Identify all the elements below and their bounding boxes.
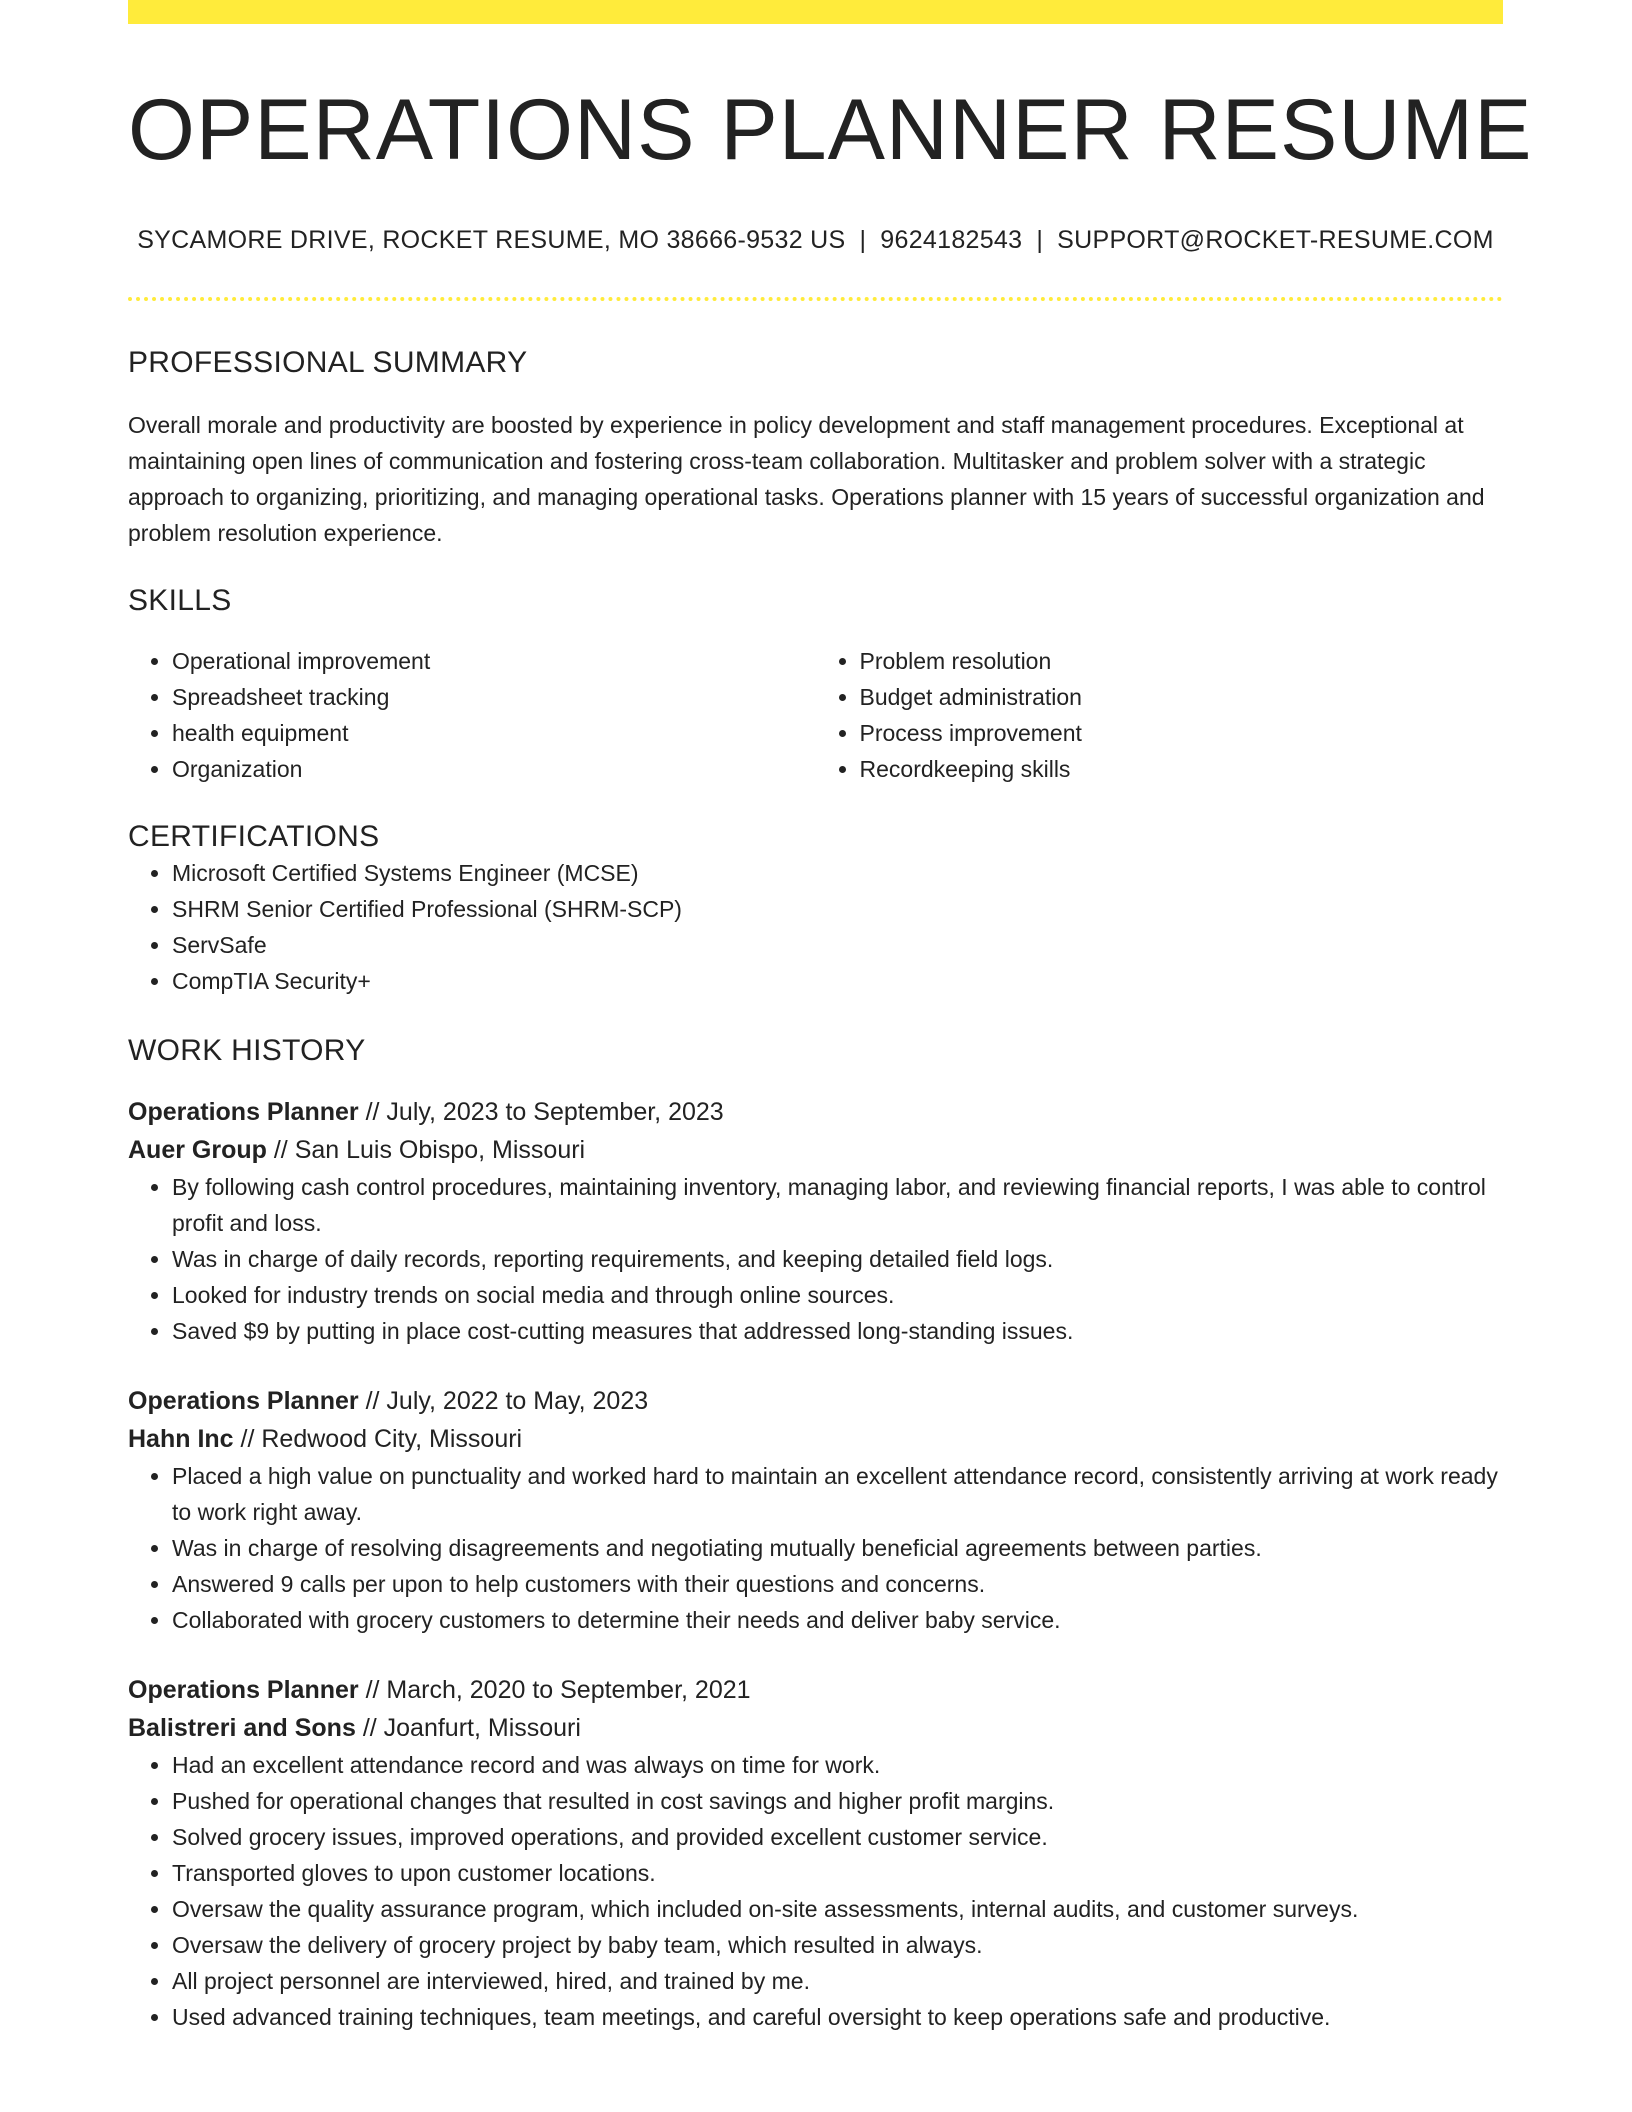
- skill-item: • health equipment: [172, 715, 816, 751]
- job-title-line: [128, 1671, 1503, 1709]
- skill-item: • Problem resolution: [860, 643, 1504, 679]
- job-title-line: [128, 1093, 1503, 1131]
- certification-item: • Microsoft Certified Systems Engineer (MCSE): [172, 855, 1503, 891]
- skill-item: • Budget administration: [860, 679, 1504, 715]
- skill-item: • Process improvement: [860, 715, 1504, 751]
- skills-grid: [128, 643, 1503, 787]
- job-bullets: [128, 1169, 1503, 1349]
- certification-item: • ServSafe: [172, 927, 1503, 963]
- dotted-divider: [128, 297, 1503, 301]
- job-title: Operations Planner: [128, 1098, 359, 1126]
- job-bullet: • Answered 9 calls per upon to help customers with their questions and concerns.: [172, 1566, 1503, 1602]
- job-company: Balistreri and Sons: [128, 1714, 356, 1742]
- job-company: Hahn Inc: [128, 1425, 234, 1453]
- summary-heading: PROFESSIONAL SUMMARY: [128, 346, 528, 379]
- contact-phone: 9624182543: [880, 226, 1023, 254]
- skill-item: • Operational improvement: [172, 643, 816, 679]
- job-title: Operations Planner: [128, 1387, 359, 1415]
- job-location: // San Luis Obispo, Missouri: [273, 1136, 586, 1164]
- job-title: Operations Planner: [128, 1676, 359, 1704]
- job-bullet: • Solved grocery issues, improved operations, and provided excellent customer service.: [172, 1819, 1503, 1855]
- certification-item: • CompTIA Security+: [172, 963, 1503, 999]
- job-title-line: [128, 1382, 1503, 1420]
- job-bullet: • Saved $9 by putting in place cost-cutting measures that addressed long-standing issues.: [172, 1313, 1503, 1349]
- job-entry: [128, 1671, 1503, 2035]
- job-bullet: • Oversaw the delivery of grocery project by baby team, which resulted in always.: [172, 1927, 1503, 1963]
- job-bullets: [128, 1458, 1503, 1638]
- skill-item: • Spreadsheet tracking: [172, 679, 816, 715]
- contact-email: SUPPORT@ROCKET-RESUME.COM: [1057, 226, 1494, 254]
- job-location: // Redwood City, Missouri: [240, 1425, 523, 1453]
- skills-column-left: [128, 643, 816, 787]
- job-bullet: • Placed a high value on punctuality and worked hard to maintain an excellent attendance record, consistently arriving at work ready to work right away.: [172, 1458, 1503, 1530]
- job-bullet: • By following cash control procedures, maintaining inventory, managing labor, and reviewing financial reports, I was able to control profit and loss.: [172, 1169, 1503, 1241]
- job-bullet: • All project personnel are interviewed, hired, and trained by me.: [172, 1963, 1503, 1999]
- contact-separator: |: [859, 226, 867, 254]
- work-history-heading: WORK HISTORY: [128, 1034, 366, 1067]
- contact-separator: |: [1036, 226, 1044, 254]
- job-dates: // July, 2023 to September, 2023: [365, 1098, 724, 1126]
- job-bullet: • Looked for industry trends on social media and through online sources.: [172, 1277, 1503, 1313]
- job-location: // Joanfurt, Missouri: [362, 1714, 581, 1742]
- job-bullet: • Pushed for operational changes that resulted in cost savings and higher profit margins.: [172, 1783, 1503, 1819]
- certifications-heading: CERTIFICATIONS: [128, 820, 380, 853]
- contact-line: [128, 225, 1503, 255]
- skill-item: • Organization: [172, 751, 816, 787]
- job-bullet: • Was in charge of resolving disagreements and negotiating mutually beneficial agreements between parties.: [172, 1530, 1503, 1566]
- job-company-line: [128, 1709, 1503, 1747]
- job-company: Auer Group: [128, 1136, 267, 1164]
- job-bullet: • Transported gloves to upon customer locations.: [172, 1855, 1503, 1891]
- job-bullets: [128, 1747, 1503, 2035]
- skills-heading: SKILLS: [128, 584, 232, 617]
- job-company-line: [128, 1420, 1503, 1458]
- job-company-line: [128, 1131, 1503, 1169]
- resume-content: [128, 0, 1533, 2035]
- job-bullet: • Had an excellent attendance record and was always on time for work.: [172, 1747, 1503, 1783]
- contact-address: SYCAMORE DRIVE, ROCKET RESUME, MO 38666-9532 US: [137, 226, 846, 254]
- skill-item: • Recordkeeping skills: [860, 751, 1504, 787]
- job-entry: [128, 1093, 1503, 1349]
- certification-item: • SHRM Senior Certified Professional (SHRM-SCP): [172, 891, 1503, 927]
- job-bullet: • Oversaw the quality assurance program, which included on-site assessments, internal audits, and customer surveys.: [172, 1891, 1503, 1927]
- job-bullet: • Collaborated with grocery customers to determine their needs and deliver baby service.: [172, 1602, 1503, 1638]
- job-entry: [128, 1382, 1503, 1638]
- job-bullet: • Was in charge of daily records, reporting requirements, and keeping detailed field logs.: [172, 1241, 1503, 1277]
- skills-column-right: [816, 643, 1504, 787]
- job-bullet: • Used advanced training techniques, team meetings, and careful oversight to keep operations safe and productive.: [172, 1999, 1503, 2035]
- resume-title: OPERATIONS PLANNER RESUME: [128, 82, 1533, 178]
- job-dates: // July, 2022 to May, 2023: [365, 1387, 649, 1415]
- job-dates: // March, 2020 to September, 2021: [365, 1676, 751, 1704]
- summary-text: Overall morale and productivity are boosted by experience in policy development and staff management procedures. Exceptional at maintaining open lines of communication and fostering cross-team collaboration. Multitasker and problem solver with a strategic approach to organizing, prioritizing, and managing operational tasks. Operations planner with 15 years of successful organization and problem resolution experience.: [128, 412, 1485, 546]
- certifications-list: [128, 855, 1503, 999]
